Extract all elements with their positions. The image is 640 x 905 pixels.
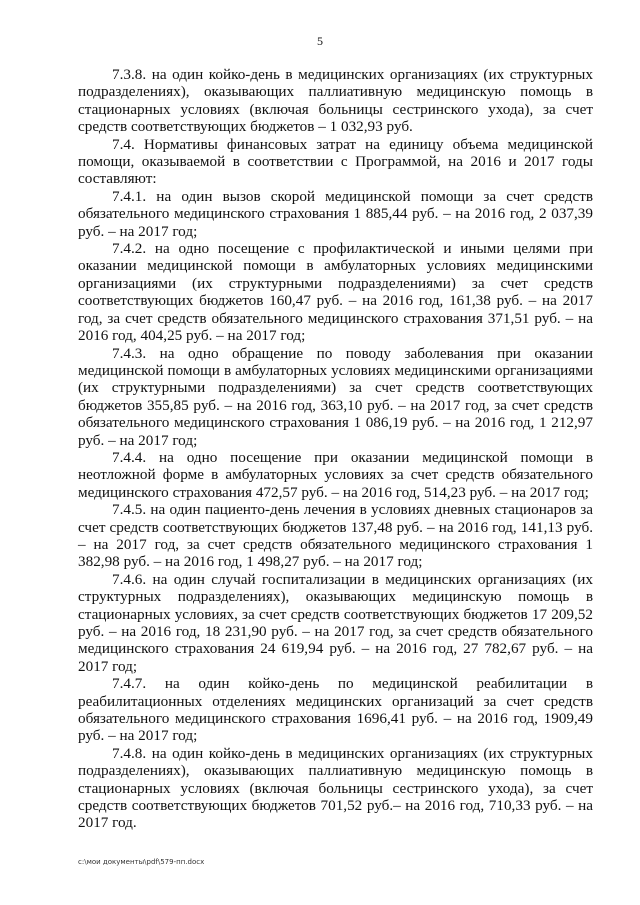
paragraph-7-4: 7.4. Нормативы финансовых затрат на единицу объема медицинской помощи, оказываемой в соответствии с Программой, на 2016 и 2017 годы составляют: <box>78 135 593 188</box>
document-body <box>78 66 593 832</box>
paragraph-7-4-8: 7.4.8. на один койко-день в медицинских организациях (их структурных подразделениях), оказывающих паллиативную медицинскую помощь в стационарных условиях (включая больницы сестринского ухода), за счет средств соответствующих бюджетов 701,52 руб.– на 2016 год, 710,33 руб. – на 2017 год. <box>78 744 593 832</box>
paragraph-7-4-1: 7.4.1. на один вызов скорой медицинской помощи за счет средств обязательного медицинского страхования 1 885,44 руб. – на 2016 год, 2 037,39 руб. – на 2017 год; <box>78 187 593 240</box>
paragraph-7-4-4: 7.4.4. на одно посещение при оказании медицинской помощи в неотложной форме в амбулаторных условиях за счет средств обязательного медицинского страхования 472,57 руб. – на 2016 год, 514,23 руб. – на 2017 год; <box>78 448 593 501</box>
paragraph-7-3-8: 7.3.8. на один койко-день в медицинских организациях (их структурных подразделениях), оказывающих паллиативную медицинскую помощь в стационарных условиях (включая больницы сестринского ухода), за счет средств соответствующих бюджетов – 1 032,93 руб. <box>78 66 593 136</box>
paragraph-7-4-7: 7.4.7. на один койко-день по медицинской реабилитации в реабилитационных отделениях медицинских организаций за счет средств обязательного медицинского страхования 1696,41 руб. – на 2016 год, 1909,49 руб. – на 2017 год; <box>78 675 593 745</box>
paragraph-7-4-3: 7.4.3. на одно обращение по поводу заболевания при оказании медицинской помощи в амбулаторных условиях медицинскими организациями (их структурными подразделениями) за счет средств соответствующих бюджетов 355,85 руб. – на 2016 год, 363,10 руб. – на 2017 год, за счет средств обязательного медицинского страхования 1 086,19 руб. – на 2016 год, 1 212,97 руб. – на 2017 год; <box>78 344 593 449</box>
page-number: 5 <box>317 34 323 48</box>
paragraph-7-4-5: 7.4.5. на один пациенто-день лечения в условиях дневных стационаров за счет средств соответствующих бюджетов 137,48 руб. – на 2016 год, 141,13 руб. – на 2017 год, за счет средств обязательного медицинского страхования 1 382,98 руб. – на 2016 год, 1 498,27 руб. – на 2017 год; <box>78 501 593 571</box>
paragraph-7-4-2: 7.4.2. на одно посещение с профилактической и иными целями при оказании медицинской помощи в амбулаторных условиях медицинскими организациями (их структурными подразделениями) за счет средств соответствующих бюджетов 160,47 руб. – на 2016 год, 161,38 руб. – на 2017 год, за счет средств обязательного медицинского страхования 371,51 руб. – на 2016 год, 404,25 руб. – на 2017 год; <box>78 240 593 345</box>
paragraph-7-4-6: 7.4.6. на один случай госпитализации в медицинских организациях (их структурных подразделениях), оказывающих медицинскую помощь в стационарных условиях, за счет средств соответствующих бюджетов 17 209,52 руб. – на 2016 год, 18 231,90 руб. – на 2017 год, за счет средств обязательного медицинского страхования 24 619,94 руб. – на 2016 год, 27 782,67 руб. – на 2017 год; <box>78 570 593 675</box>
file-path-footer: c:\мои документы\pdf\579-пп.docx <box>78 858 205 866</box>
